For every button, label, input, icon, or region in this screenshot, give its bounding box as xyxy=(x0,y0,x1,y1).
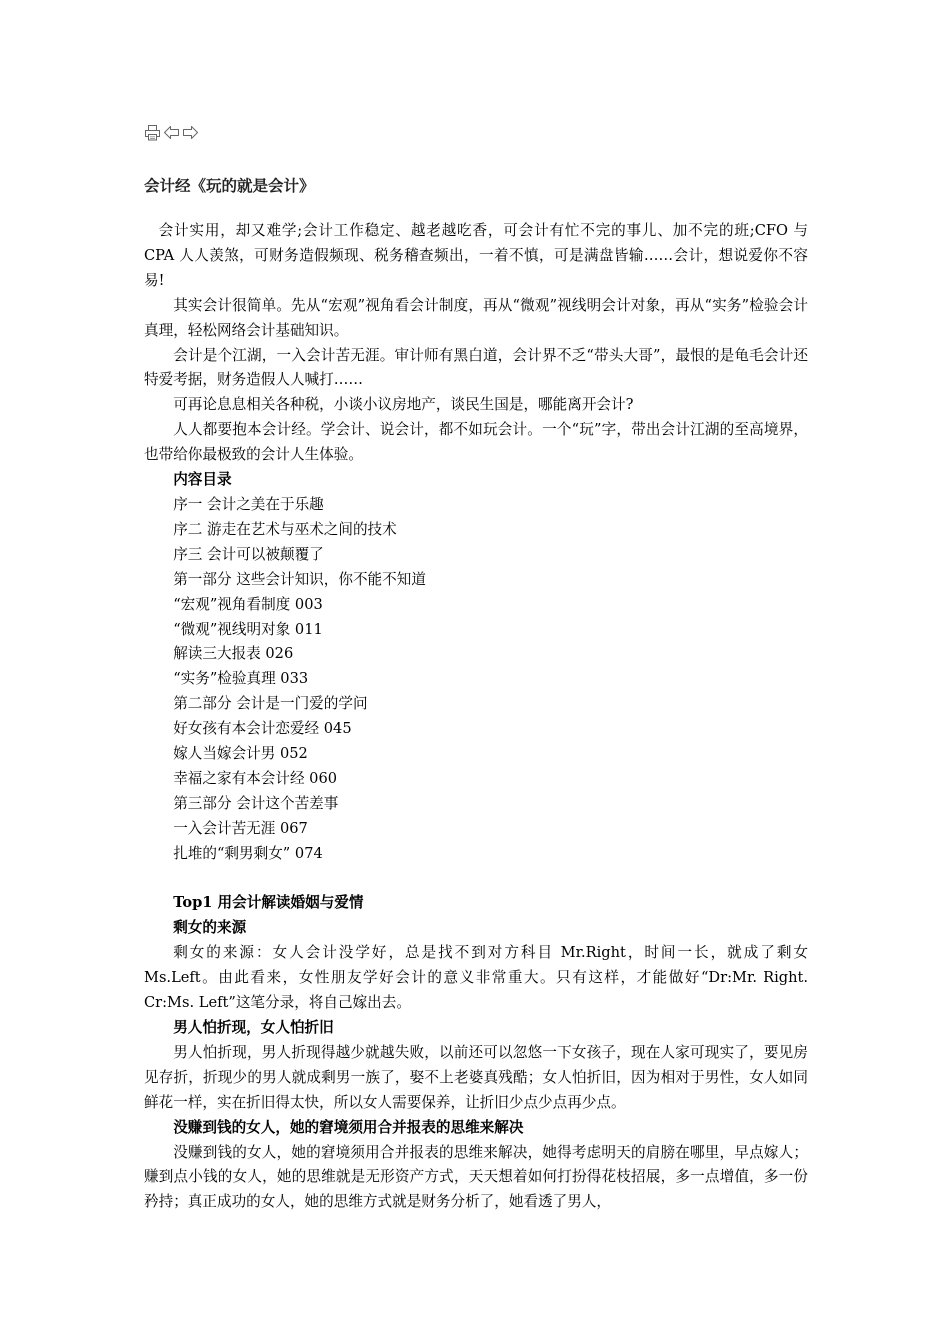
printer-icon[interactable] xyxy=(144,124,161,141)
toc-item: 扎堆的“剩男剩女” 074 xyxy=(173,844,323,862)
intro-paragraph: 其实会计很简单。先从“宏观”视角看会计制度，再从“微观”视线明会计对象，再从“实务”检验会计真理，轻松网络会计基础知识。 xyxy=(144,296,808,339)
page-title: 会计经《玩的就是会计》 xyxy=(144,177,315,195)
toc-item: 一入会计苦无涯 067 xyxy=(173,819,308,837)
section-paragraph: 剩女的来源：女人会计没学好，总是找不到对方科目 Mr.Right，时间一长，就成了剩女 Ms.Left。由此看来，女性朋友学好会计的意义非常重大。只有这样，才能做好“Dr:Mr. Right. Cr:Ms. Left”这笔分录，将自己嫁出去。 xyxy=(144,944,808,1012)
toc-item: 第一部分 这些会计知识，你不能不知道 xyxy=(173,570,426,588)
toolbar xyxy=(144,124,199,141)
toc-item: 第二部分 会计是一门爱的学问 xyxy=(173,695,368,713)
subsection-heading: 男人怕折现，女人怕折旧 xyxy=(173,1018,334,1036)
arrow-right-icon[interactable] xyxy=(182,124,199,141)
toc-item: 第三部分 会计这个苦差事 xyxy=(173,794,339,812)
toc-item: 序一 会计之美在于乐趣 xyxy=(173,495,324,513)
intro-paragraph: 会计实用，却又难学;会计工作稳定、越老越吃香，可会计有忙不完的事儿、加不完的班;CFO 与 CPA 人人羡煞，可财务造假频现、税务稽查频出，一着不慎，可是满盘皆输……会计，想说爱你不容易! xyxy=(144,222,808,289)
spacer xyxy=(144,867,808,892)
toc-heading: 内容目录 xyxy=(173,471,232,489)
toc-item: 解读三大报表 026 xyxy=(173,645,294,663)
section-heading: Top1 用会计解读婚姻与爱情 xyxy=(173,894,364,912)
intro-paragraph: 可再论息息相关各种税，小谈小议房地产，谈民生国是，哪能离开会计? xyxy=(173,396,634,414)
article-body xyxy=(144,219,808,1215)
intro-paragraph: 人人都要抱本会计经。学会计、说会计，都不如玩会计。一个“玩”字，带出会计江湖的至高境界，也带给你最极致的会计人生体验。 xyxy=(144,421,808,464)
subsection-heading: 没赚到钱的女人，她的窘境须用合并报表的思维来解决 xyxy=(173,1118,524,1136)
intro-paragraph: 会计是个江湖，一入会计苦无涯。审计师有黑白道，会计界不乏“带头大哥”，最恨的是龟毛会计还特爱考据，财务造假人人喊打…… xyxy=(144,346,808,389)
toc-item: “宏观”视角看制度 003 xyxy=(173,595,323,613)
toc-item: 好女孩有本会计恋爱经 045 xyxy=(173,720,352,738)
subsection-heading: 剩女的来源 xyxy=(173,919,247,937)
arrow-left-icon[interactable] xyxy=(163,124,180,141)
toc-item: 序二 游走在艺术与巫术之间的技术 xyxy=(173,520,397,538)
toc-item: 幸福之家有本会计经 060 xyxy=(173,769,338,787)
section-paragraph: 男人怕折现，男人折现得越少就越失败，以前还可以忽悠一下女孩子，现在人家可现实了，要见房见存折，折现少的男人就成剩男一族了，娶不上老婆真残酷；女人怕折旧，因为相对于男性，女人如同鲜花一样，实在折旧得太快，所以女人需要保养，让折旧少点少点再少点。 xyxy=(144,1043,808,1111)
section-paragraph: 没赚到钱的女人，她的窘境须用合并报表的思维来解决，她得考虑明天的肩膀在哪里，早点嫁人；赚到点小钱的女人，她的思维就是无形资产方式，天天想着如何打扮得花枝招展，多一点增值，多一份矜持；真正成功的女人，她的思维方式就是财务分析了，她看透了男人， xyxy=(144,1143,808,1211)
toc-item: 嫁人当嫁会计男 052 xyxy=(173,745,308,763)
toc-item: 序三 会计可以被颠覆了 xyxy=(173,545,324,563)
toc-item: “实务”检验真理 033 xyxy=(173,670,309,688)
toc-item: “微观”视线明对象 011 xyxy=(173,620,323,638)
